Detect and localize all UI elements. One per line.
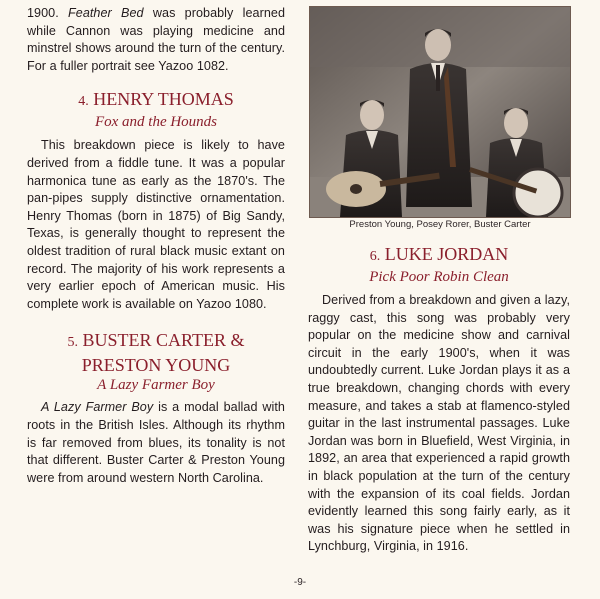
- section-6-paragraph: Derived from a breakdown and given a lazy, raggy cast, this song was probably very popular on the medicine show and carnival circuit in the early 1900's, when it was undoubtedly current. Luke Jordan plays it as a true breakdown, changing chords with every measure, and takes a stab at flamenco-styled guitar in the last instrumental passages. Luke Jordan was born in Bluefield, West Virginia, in 1892, an area that experienced a rapid growth in black population at the turn of the century with the expansion of its coal fields. Jordan evidently learned this song fairly early, as it was his signature piece when he settled in Lynchburg, Virginia, in 1916.: [308, 293, 570, 554]
- section-5-paragraph: A Lazy Farmer Boy is a modal ballad with roots in the British Isles. Although its rhythm is far removed from blues, its tonality is not that different. Buster Carter & Preston Young were from around western North Carolina.: [27, 400, 285, 485]
- song-title-feather-bed: Feather Bed: [68, 6, 144, 20]
- section-5-heading-line2: PRESTON YOUNG: [81, 355, 231, 376]
- section-4-paragraph: This breakdown piece is likely to have derived from a fiddle tune. It was a popular harmonica tune as early as the 1870's. The pan-pipes supply distinctive ornamentation. Henry Thomas (born in 1875) of Big Sandy, Texas, is generally thought to represent the oldest tradition of rural black music extant on record. The majority of his work represents a very earlier epoch of American music. His complete work is available on Yazoo 1080.: [27, 138, 285, 311]
- band-photo: [309, 6, 571, 218]
- section-4-song-title: Fox and the Hounds: [94, 114, 218, 131]
- intro-paragraph: 1900. Feather Bed was probably learned while Cannon was playing medicine and minstrel shows around the turn of the century. For a fuller portrait see Yazoo 1082.: [27, 6, 286, 73]
- photo-caption: Preston Young, Posey Rorer, Buster Carter: [349, 219, 531, 230]
- section-4-heading: 4. HENRY THOMAS: [78, 89, 234, 110]
- section-6-heading: 6. LUKE JORDAN: [369, 244, 509, 264]
- section-5-song-title: A Lazy Farmer Boy: [97, 377, 215, 394]
- section-6-song-title: Pick Poor Robin Clean: [369, 269, 509, 285]
- page-number: -9-: [293, 577, 307, 588]
- right-column: [308, 243, 570, 556]
- section-5-heading: 5. BUSTER CARTER &: [67, 330, 245, 351]
- left-column: [27, 0, 285, 487]
